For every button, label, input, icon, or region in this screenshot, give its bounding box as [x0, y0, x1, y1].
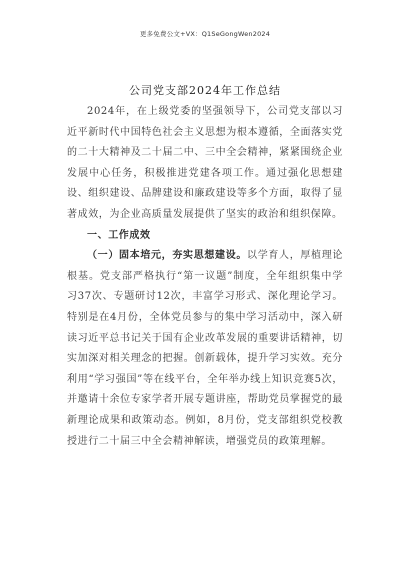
- document-body: [67, 102, 343, 452]
- section-1-heading: 一、工作成效: [87, 229, 151, 241]
- sub-section-1-text: 以学育人，厚植理论根基。党支部严格执行“第一议题”制度，全年组织集中学习37次、专题研讨12次，丰富学习形式、深化理论学习。特别是在4月份，全体党员参与的集中学习活动中，深入研读习近平总书记关于国有企业改革发展的重要讲话精神，切实加深对相关理念的把握。创新载体，提升学习实效。充分利用“学习强国”等在线平台，全年举办线上知识竞赛5次，并邀请十余位专家学者开展专题讲座，帮助党员掌握党的最新理论成果和政策动态。例如，8月份，党支部组织党校教授进行二十届三中全会精神解读，增强党员的政策理解。: [67, 250, 344, 447]
- document-title: 公司党支部2024年工作总结: [129, 84, 281, 97]
- sub-section-1-heading: （一）固本培元，夯实思想建设。: [87, 250, 248, 262]
- sub-section-paragraph: [67, 246, 343, 452]
- header-note: 更多免费公文+VX：Q1SeGongWen2024: [139, 30, 271, 38]
- section-heading: [67, 226, 343, 247]
- intro-paragraph: 2024年，在上级党委的坚强领导下，公司党支部以习近平新时代中国特色社会主义思想为根本遵循，全面落实党的二十大精神及二十届二中、三中全会精神，紧紧围绕企业发展中心任务，积极推进党建各项工作。通过强化思想建设、组织建设、品牌建设和廉政建设等多个方面，取得了显著成效，为企业高质量发展提供了坚实的政治和组织保障。: [67, 106, 343, 220]
